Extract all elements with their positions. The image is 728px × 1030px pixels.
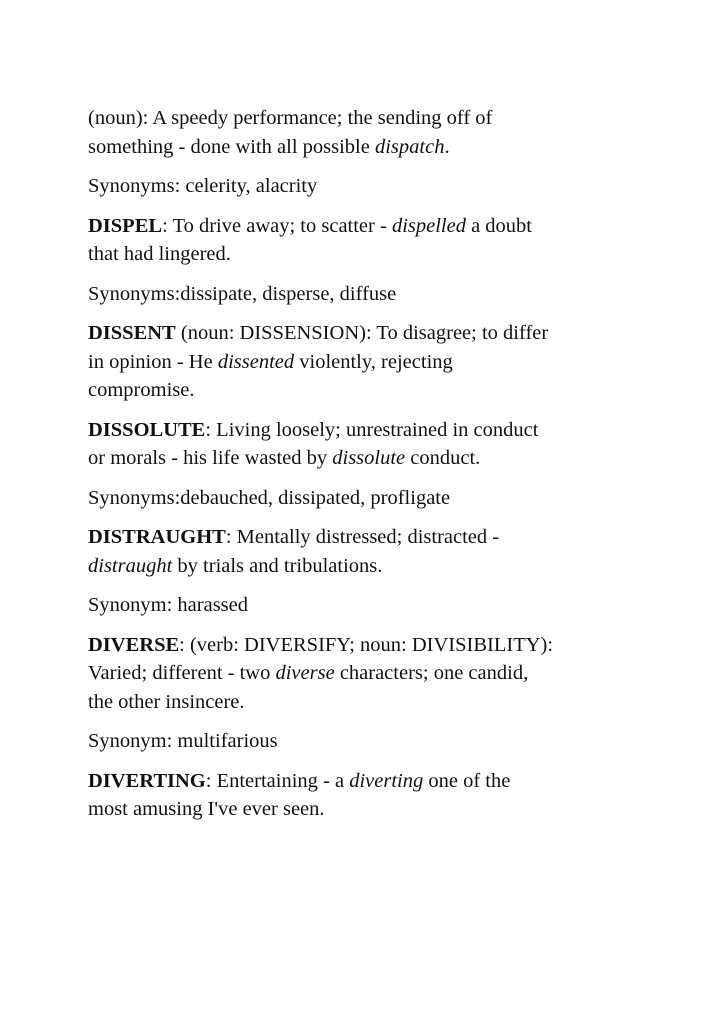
example-word: dissented: [217, 350, 295, 373]
definition-text: : Entertaining - a: [205, 769, 350, 792]
entry-dispel: [88, 212, 668, 269]
synonyms-line: Synonym: multifarious: [88, 730, 278, 752]
definition-text: or morals - his life wasted by: [88, 447, 333, 469]
definition-text: : To drive away; to scatter -: [162, 214, 392, 237]
entry-term: DISSOLUTE: [88, 418, 206, 441]
example-word: dispatch: [374, 135, 445, 158]
synonyms-line: Synonym: harassed: [88, 594, 248, 616]
example-word: diverting: [349, 769, 424, 792]
dispatch-definition: [88, 104, 668, 161]
entry-dissolute: [88, 416, 668, 473]
definition-text: something - done with all possible: [88, 135, 375, 158]
synonyms-line: Synonyms:dissipate, disperse, diffuse: [88, 282, 397, 305]
synonyms-line: Synonyms: celerity, alacrity: [88, 175, 318, 197]
entry-term: DIVERTING: [88, 769, 206, 792]
example-word: dispelled: [391, 214, 466, 237]
entry-distraught: [88, 523, 668, 580]
entry-dissent: [88, 319, 668, 405]
definition-text: that had lingered.: [88, 243, 231, 265]
entry-term: DISTRAUGHT: [88, 526, 226, 548]
definition-text: in opinion - He: [88, 350, 218, 373]
example-word: diverse: [275, 662, 335, 684]
definition-text: .: [444, 135, 450, 158]
entry-term: DISSENT: [88, 322, 176, 344]
definition-text: one of the: [423, 769, 511, 792]
definition-text: characters; one candid,: [334, 662, 529, 684]
definition-text: (noun): A speedy performance; the sending off of: [88, 107, 493, 129]
entry-diverse: [88, 631, 668, 717]
definition-text: violently, rejecting: [294, 350, 453, 373]
definition-text: : (verb: DIVERSIFY; noun: DIVISIBILITY):: [179, 633, 554, 656]
definition-text: conduct.: [405, 447, 481, 469]
definition-text: the other insincere.: [88, 690, 245, 713]
definition-text: a doubt: [465, 214, 532, 237]
definition-text: by trials and tribulations.: [172, 554, 383, 577]
entry-diverting: [88, 767, 668, 824]
example-word: dissolute: [332, 447, 406, 469]
entry-term: DISPEL: [88, 214, 163, 237]
definition-text: (noun: DISSENSION): To disagree; to differ: [175, 322, 549, 344]
synonyms-line: Synonyms:debauched, dissipated, profligate: [88, 486, 451, 509]
definition-text: compromise.: [88, 379, 195, 401]
example-word: distraught: [88, 554, 173, 577]
entry-term: DIVERSE: [88, 633, 180, 656]
definition-text: : Living loosely; unrestrained in conduct: [205, 418, 539, 441]
document-page: [88, 104, 668, 835]
definition-text: Varied; different - two: [88, 662, 276, 684]
definition-text: most amusing I've ever seen.: [88, 798, 325, 820]
definition-text: : Mentally distressed; distracted -: [225, 526, 500, 548]
